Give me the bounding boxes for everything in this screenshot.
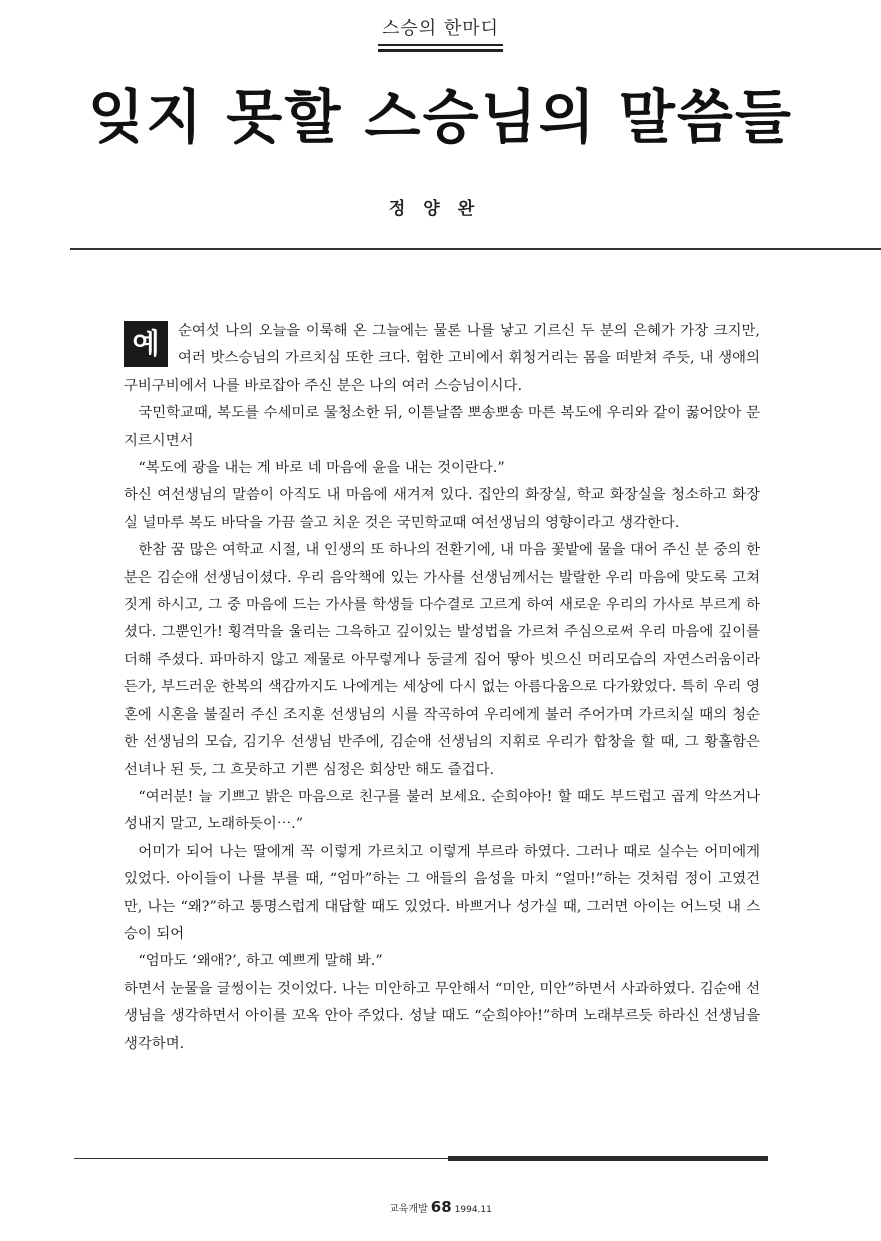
paragraph-6: 하면서 눈물을 글썽이는 것이었다. 나는 미안하고 무안해서 “미안, 미안”하면서 사과하였다. 김순애 선생님을 생각하면서 아이를 꼬옥 안아 주었다. 성날 때도 “순희야아!”하며 노래부르듯 하라신 선생님을 생각하며. <box>124 980 760 1052</box>
section-label-text: 스승의 한마디 <box>378 14 503 46</box>
header-divider <box>70 248 881 250</box>
footer-divider-thin <box>74 1158 448 1159</box>
quote-1: “복도에 광을 내는 게 바로 네 마음에 윤을 내는 것이란다.” <box>138 460 505 477</box>
footer-divider-thick <box>448 1156 768 1161</box>
author-name: 정양완 <box>388 199 493 219</box>
page-number: 68 <box>430 1198 452 1216</box>
drop-cap: 예 <box>124 321 168 367</box>
paragraph-4: 한참 꿈 많은 여학교 시절, 내 인생의 또 하나의 전환기에, 내 마음 꽃밭에 물을 대어 주신 분 중의 한분은 김순애 선생님이셨다. 우리 음악책에 있는 가사를 선생님께서는 발랄한 우리 마음에 맞도록 고쳐 짓게 하시고, 그 중 마음에 드는 가사를 학생들 다수결로 고르게 하여 새로운 우리의 가사로 부르게 하셨다. 그뿐인가! 횡격막을 울리는 그윽하고 깊이있는 발성법을 가르쳐 주심으로써 우리 마음에 깊이를 더해 주셨다. 파마하지 않고 제물로 아무렇게나 둥글게 집어 땋아 빗으신 머리모습의 자연스러움이라든가, 부드러운 한복의 색감까지도 나에게는 세상에 다시 없는 아름다움으로 다가왔었다. 특히 우리 영혼에 시혼을 불질러 주신 조지훈 선생님의 시를 작곡하여 우리에게 불러 주어가며 가르치실 때의 청순한 선생님의 모습, 김기우 선생님 반주에, 김순애 선생님의 지휘로 우리가 합창을 할 때, 그 황홀함은 선녀나 된 듯, 그 흐뭇하고 기쁜 심정은 회상만 해도 즐겁다. <box>124 542 760 778</box>
footer-divider <box>74 1156 768 1161</box>
magazine-name: 교육개발 <box>389 1204 428 1215</box>
article-body <box>124 318 760 1058</box>
section-label <box>0 14 881 46</box>
issue-date: 1994.11 <box>454 1205 492 1215</box>
paragraph-text: 순여섯 나의 오늘을 이룩해 온 그늘에는 물론 나를 낳고 기르신 두 분의 은혜가 가장 크지만, 여러 밧스승님의 가르치심 또한 크다. 험한 고비에서 휘청거리는 몸을 떠받쳐 주듯, 내 생애의 구비구비에서 나를 바로잡아 주신 분은 나의 여러 스승님이시다. <box>124 323 760 394</box>
quote-2: “여러분! 늘 기쁘고 밝은 마음으로 친구를 불러 보세요. 순희야아! 할 때도 부드럽고 곱게 악쓰거나 성내지 말고, 노래하듯이⋯.” <box>124 788 760 833</box>
quote-3: “엄마도 ‘왜애?’, 하고 예쁘게 말해 봐.” <box>138 953 383 970</box>
paragraph-3: 하신 여선생님의 말씀이 아직도 내 마음에 새겨져 있다. 집안의 화장실, 학교 화장실을 청소하고 화장실 널마루 복도 바닥을 가끔 쓸고 치운 것은 국민학교때 여선생님의 영향이라고 생각한다. <box>124 487 760 531</box>
paragraph-1 <box>124 318 760 400</box>
page-footer <box>0 1197 881 1216</box>
paragraph-2: 국민학교때, 복도를 수세미로 물청소한 뒤, 이튿날쯤 뽀송뽀송 마른 복도에 우리와 같이 꿇어앉아 문지르시면서 <box>124 405 760 449</box>
paragraph-5: 어미가 되어 나는 딸에게 꼭 이렇게 가르치고 이렇게 부르라 하였다. 그러나 때로 실수는 어미에게 있었다. 아이들이 나를 부를 때, “엄마”하는 그 애들의 음성을 마치 “얼마!”하는 것처럼 정이 고였건만, 나는 “왜?”하고 퉁명스럽게 대답할 때도 있었다. 바쁘거나 성가실 때, 그러면 아이는 어느덧 내 스승이 되어 <box>124 843 760 942</box>
article-title: 잊지 못할 스승님의 말씀들 <box>88 83 793 151</box>
